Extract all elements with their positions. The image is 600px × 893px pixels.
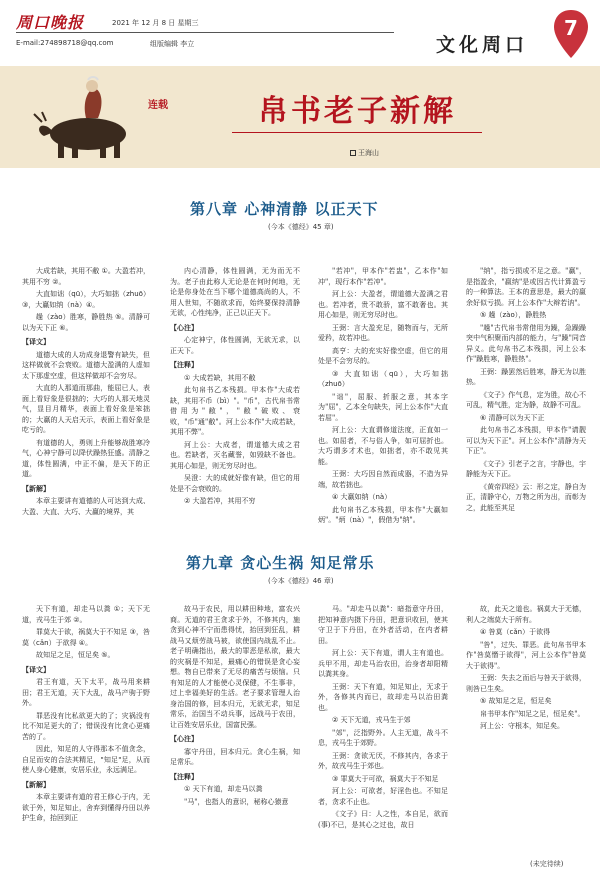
chapter8-title: 第八章 心神清静 以正天下 [190, 200, 379, 218]
paragraph: ④ 大赢如纳（nà） [332, 493, 392, 501]
chapter9-source-note: (今本《德经》46 章) [268, 577, 334, 585]
page-number: 7 [564, 16, 578, 40]
paragraph: 帛书甲本作"知足之足，恒足矣"。 [480, 709, 585, 718]
paragraph: "纳"，指亏损或不足之意。"赢"，是指盈余，"嬴纳"是或因古代计算盈亏的一种算法。王本的意思是，最大的嬴余好似亏损。河上公本作"大辩若讷"。 [466, 267, 586, 307]
paragraph: ② 天下无道，戎马生于郊 [332, 716, 411, 724]
paragraph: 《文子》作气息，定为胜，故心不可乱，精气胜，定为静，故静不可乱。 [466, 390, 586, 409]
paragraph: 王弼：贪欲无厌，不修其内，各求于外，故戎马生于郊也。 [318, 751, 448, 770]
paragraph: ③ 大直如诎（qū），大巧如拙（zhuō） [318, 369, 448, 388]
paragraph: 道德大成的人功成身退警有缺失，但这样做就不会衰败。道德大盈满的人虚如太下那虚空虚，但这样做却不会穷尽。 [22, 350, 150, 380]
paragraph: 大直的人那道而那曲，能屈已人，表面上看好象是很拙的；大巧的人那天地灵气，显目月精华，表面上看好象是笨拙的；大赢的人天启天示，表面上看好象是吃亏的。 [22, 384, 150, 434]
section-tag: 【新解】 [22, 780, 50, 789]
paragraph: 王弼：言大盈充足，随物而与，无所爱矜，故若冲也。 [318, 323, 448, 342]
paragraph: 罪恶没有比私欲更大的了；灾祸没有比不知足更大的了；错误没有比贪心更痛苦的了。 [22, 711, 150, 741]
paragraph: ① 天下有道，却走马以粪 [184, 785, 263, 793]
chapter8-column-3 [318, 266, 448, 524]
paragraph: 君王有道，天下太平，战马用来耕田；君王无道，天下大乱，战马产驹于野外。 [22, 678, 150, 707]
section-tag: 【注释】 [170, 772, 198, 781]
paragraph: 吴澄：大的成就好像有缺，但它的用处是不会衰败的。 [170, 474, 300, 493]
paragraph: 因此，知足的人守得那本不值贪念，自足而安的合法其精足，"知足"足，从而使人身心健康，安居乐业，永远满足。 [22, 745, 150, 774]
contact-email: E-mail:274898718@qq.com [16, 39, 114, 47]
to-be-continued: (未完待续) [530, 860, 564, 868]
paragraph: 河上公：守根本，知足矣。 [480, 722, 564, 730]
sage-on-ox-illustration [28, 72, 138, 162]
section-tag: 【译文】 [22, 338, 50, 346]
title-underline [232, 132, 482, 133]
paragraph: "马"，也指人的意识，秘称心猿意 [184, 797, 289, 806]
paragraph: ⑥ 清静可以为天下正 [480, 413, 545, 422]
author-name: 王海山 [358, 149, 379, 157]
author-box-icon [350, 150, 356, 156]
paragraph: 内心清静，体性圆满，无为而无不为。老子由此称人无论是在何时何地，无论是你身处在当下哪个道德高尚的人，不用人世知，不随欲求而，始终要保持清静无欲，心性纯净，正己以正天下。 [170, 267, 300, 317]
chapter8-column-4 [466, 266, 586, 512]
section-tag: 【译文】 [22, 665, 50, 674]
section-tag: 【注释】 [170, 361, 198, 369]
paragraph: 罪莫大于欲，祸莫大于不知足 ③，咎莫（cǎn）于欲得 ④。 [22, 628, 150, 647]
layout-editor: 组版编辑 李立 [150, 40, 195, 48]
paragraph: 河上公：大盈者，谓道德大盈满之君也。若冲者，贵不敢骄，富不敢奢也。其用心如是，则无穷尽时也。 [318, 290, 448, 319]
paragraph: 故马于农民，用以耕田种地，富农兴商。无道的君王贪求于外，不修其内，施贪到心神不宁而患得忧，抬回到狂乱，耕战马又烦劳战马被，欲使国内战乱不止。老子明确指出，最大的罪恶是私欲，最大的灾祸是不知足，最痛心的错误是贪心妄想。物自已带来了无尽的痛苦与烦恼。只有知足的人才能使心灵保健，不生事非，过上幸福美好的生活。老子要求管理人治身治国的修，回本归元，无欲无求，知足常乐，治国当不动兵事，远战马于农田，让百姓安居乐业，国富民强。 [170, 605, 300, 729]
paragraph: 王弼：大巧因自然而成器，不造为异端，故若拙也。 [318, 470, 448, 489]
paragraph: 《文子》曰：人之性，本自足，欲而(事)不已，是其心之过也，故日 [318, 810, 448, 829]
paragraph: "若冲"，甲本作"若盅"，乙本作"如冲"，现行本作"若冲"。 [318, 267, 448, 286]
paragraph: 河上公：天下有道，谓人主有道也。兵甲不用，却走马治农田，治身者却阳精以粪其身。 [318, 649, 448, 678]
paragraph: ② 大盈若冲，其用不穷 [184, 497, 256, 505]
paragraph: 河上公：可欲者，好淫色也。不知足者，贪求不止也。 [318, 787, 448, 806]
paragraph: "咎"，过失、罪恶。此句帛书甲本作"咎莫憯于欲得"，河上公本作"咎莫大于欲得"。 [466, 640, 586, 670]
paragraph: 天下有道，却走马以粪 ①；天下无道，戎马生于郊 ②。 [22, 605, 150, 624]
chapter9-column-1 [22, 604, 150, 858]
paragraph: 大成若缺，其用不敝 ①。大盈若冲，其用不穷 ②。 [22, 267, 150, 286]
section-title: 文化周口 [436, 34, 529, 56]
paragraph: ⑤ 趮（zào），静胜热 [480, 311, 547, 319]
paragraph: 本章主要讲有道德的人可达到大成、大盈、大直、大巧、大赢的境界，其 [22, 497, 150, 516]
paragraph: 马。"却走马以粪"：暗指意守丹田，把知神意内摄下丹田，把意识收回，使其守卫于下丹田，在外者活动，在内者耕田。 [318, 605, 448, 645]
paragraph: 本章主要讲有道的君王修心于内，无欲于外，知足知止，舍弃到懂得丹田以养护生命，抬回到正 [22, 793, 150, 822]
paragraph: 大直如诎（qū），大巧如拙（zhuō）③，大赢如纳（nà）④。 [22, 290, 150, 309]
paragraph: 《黄帝四经》云：形之定，静自为正，清静守心，万物之所为出，而彰为之，此能至其足 [466, 482, 586, 512]
section-tag: 【心注】 [170, 735, 198, 743]
paragraph: 王弼：失去之而后与咎天于欲得，则咎已生矣。 [466, 674, 586, 693]
paragraph: 有道德的人，勇则上升能够战胜寒冷气，心神宁静可以降伏躁热狂盛。清静之道，体性圆满，中正不偏，是天下的正道。 [22, 438, 150, 478]
paragraph: 此句帛书乙本残损。甲本作"大成若缺，其用不币（bì）"。"币"，古代帛书常借用为"敝"，"敝"破败、衰败，"币"通"敝"。河上公本作"大成若缺，其用不弊"。 [170, 386, 300, 436]
paragraph: 高亨：大的充实好像空虚，但它的用处是不会穷尽的。 [318, 346, 448, 365]
section-tag: 【心注】 [170, 323, 198, 332]
paragraph: 故，此天之道也。祸莫大于无德，利人之端莫大于所有。 [466, 605, 586, 624]
series-title: 帛书老子新解 [258, 94, 456, 129]
paragraph: 故知足之足，恒足矣 ⑤。 [36, 651, 115, 659]
header-rule [16, 32, 394, 33]
chapter9-column-4 [466, 604, 586, 854]
paragraph: 此句帛书乙本残损，甲本作"请靓可以为天下正"。河上公本作"清静为天下正"。 [466, 426, 586, 455]
issue-date: 2021 年 12 月 8 日 星期三 [112, 19, 199, 27]
chapter9-column-3 [318, 604, 448, 858]
paragraph: 寡守丹田，回本归元。贪心生祸，知足常乐。 [170, 747, 300, 766]
paragraph: 此句帛书乙本残损，甲本作"大赢如炳"。"炳（nà）"，假借为"纳"。 [318, 505, 448, 524]
paragraph: "郊"，泛指野外。人主无道，战斗不息，戎马生于郊野。 [318, 728, 448, 747]
chapter8-column-2 [170, 266, 300, 505]
chapter8-source-note: (今本《德经》45 章) [268, 223, 334, 231]
paragraph: 《文子》引老子之言，宇静也，宇静能为天下正。 [466, 459, 586, 478]
section-tag: 【新解】 [22, 484, 50, 493]
masthead: 周口晚报 [16, 13, 85, 32]
chapter8-column-1 [22, 266, 150, 516]
chapter9-column-2 [170, 604, 300, 858]
paragraph: "诎"，屈服、折服之意，其本字为"屈"，乙本全句缺失，河上公本作"大直若屈"。 [318, 392, 448, 422]
paragraph: 河上公：大直谓修道法度，正直如一也。如屈者，不与俗人争，如可屈折也。大巧谓多才术也，如拙者，亦不敢见其能。 [318, 426, 448, 466]
paragraph: ① 大成若缺，其用不敝 [184, 373, 256, 382]
paragraph: ③ 罪莫大于可欲，祸莫大于不知足 [332, 774, 439, 783]
paragraph: 趮（zào）胜寒，静胜热 ⑤。清静可以为天下正 ⑥。 [22, 313, 150, 332]
chapter9-title: 第九章 贪心生祸 知足常乐 [186, 554, 375, 572]
paragraph: ⑤ 故知足之足，恒足矣 [480, 697, 552, 705]
serial-label: 连载 [148, 100, 168, 111]
paragraph: 心定神宁，体性圆满，无欲无求，以正天下。 [170, 336, 300, 355]
paragraph: ④ 咎莫（cǎn）于欲得 [480, 628, 551, 636]
author-line [350, 148, 379, 158]
paragraph: 王弼：天下有道，知足知止，无求于外，各修其内而已，故却走马以治田粪也。 [318, 682, 448, 712]
page-header [0, 0, 600, 66]
paragraph: "趮"古代帛书常借用为躁，急躁躁突中气积聚而内部的能力，与"躁"同音异义。此句帛书乙本残损，河上公本作"躁胜寒，静胜热"。 [466, 323, 586, 363]
paragraph: 河上公：大成者，谓道德大成之君也。若缺者，灭名藏誉，如毁缺不备也。其用心如是，则无穷尽时也。 [170, 440, 300, 470]
paragraph: 王弼：躁罢然后胜寒，静无为以胜热。 [466, 367, 586, 386]
